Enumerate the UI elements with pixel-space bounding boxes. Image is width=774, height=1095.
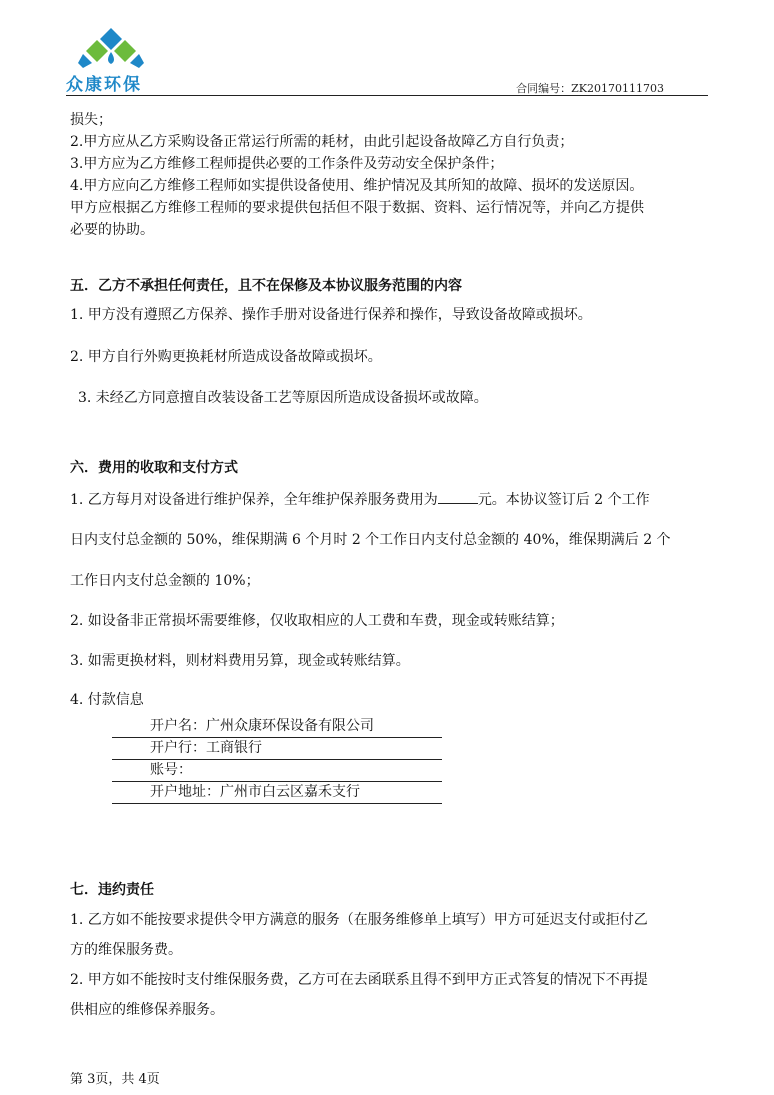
header-divider (66, 95, 708, 96)
paragraph-line: 1. 乙方如不能按要求提供令甲方满意的服务（在服务维修单上填写）甲方可延迟支付或拒付乙 (70, 912, 648, 928)
list-item: 3. 未经乙方同意擅自改装设备工艺等原因所造成设备损坏或故障。 (78, 390, 488, 406)
list-item-text: 1. 乙方每月对设备进行维护保养，全年维护保养服务费用为 (70, 492, 438, 508)
section-heading: 五．乙方不承担任何责任，且不在保修及本协议服务范围的内容 (70, 278, 462, 294)
list-item: 1. 甲方没有遵照乙方保养、操作手册对设备进行保养和操作，导致设备故障或损坏。 (70, 307, 592, 323)
payment-info (112, 716, 442, 804)
paragraph-line: 3.甲方应为乙方维修工程师提供必要的工作条件及劳动安全保护条件； (70, 156, 504, 172)
bank-name: 开户行：工商银行 (112, 738, 442, 760)
paragraph-line: 供相应的维修保养服务。 (70, 1002, 224, 1018)
paragraph-line: 甲方应根据乙方维修工程师的要求提供包括但不限于数据、资料、运行情况等，并向乙方提供 (70, 200, 644, 216)
list-item (70, 489, 650, 510)
paragraph-line: 必要的协助。 (70, 222, 154, 238)
logo-text: 众康环保 (66, 75, 142, 95)
paragraph-line: 2. 甲方如不能按时支付维保服务费，乙方可在去函联系且得不到甲方正式答复的情况下不再提 (70, 972, 648, 988)
bank-account-name: 开户名：广州众康环保设备有限公司 (112, 716, 442, 738)
list-item: 2. 甲方自行外购更换耗材所造成设备故障或损坏。 (70, 349, 382, 365)
paragraph-line: 2.甲方应从乙方采购设备正常运行所需的耗材，由此引起设备故障乙方自行负责； (70, 134, 574, 150)
paragraph-line: 日内支付总金额的 50%，维保期满 6 个月时 2 个工作日内支付总金额的 40%，维保期满后 2 个 (70, 532, 671, 548)
list-item: 4. 付款信息 (70, 692, 144, 708)
company-logo (66, 26, 156, 95)
paragraph-line: 损失； (70, 112, 112, 128)
paragraph-line: 4.甲方应向乙方维修工程师如实提供设备使用、维护情况及其所知的故障、损坏的发送原因。 (70, 178, 644, 194)
page-number: 第 3页，共 4页 (70, 1072, 160, 1087)
list-item-text: 元。本协议签订后 2 个工作 (477, 492, 650, 508)
list-item: 2. 如设备非正常损坏需要维修，仅收取相应的人工费和车费，现金或转账结算； (70, 613, 564, 629)
fee-blank (438, 489, 478, 504)
section-heading: 七．违约责任 (70, 882, 154, 898)
paragraph-line: 方的维保服务费。 (70, 942, 182, 958)
list-item: 3. 如需更换材料，则材料费用另算，现金或转账结算。 (70, 653, 410, 669)
contract-number: 合同编号：ZK20170111703 (516, 82, 664, 95)
bank-address: 开户地址：广州市白云区嘉禾支行 (112, 782, 442, 804)
bank-account-number: 账号： (112, 760, 442, 782)
paragraph-line: 工作日内支付总金额的 10%； (70, 573, 260, 589)
section-heading: 六．费用的收取和支付方式 (70, 460, 238, 476)
logo-diamonds-icon (78, 26, 144, 68)
